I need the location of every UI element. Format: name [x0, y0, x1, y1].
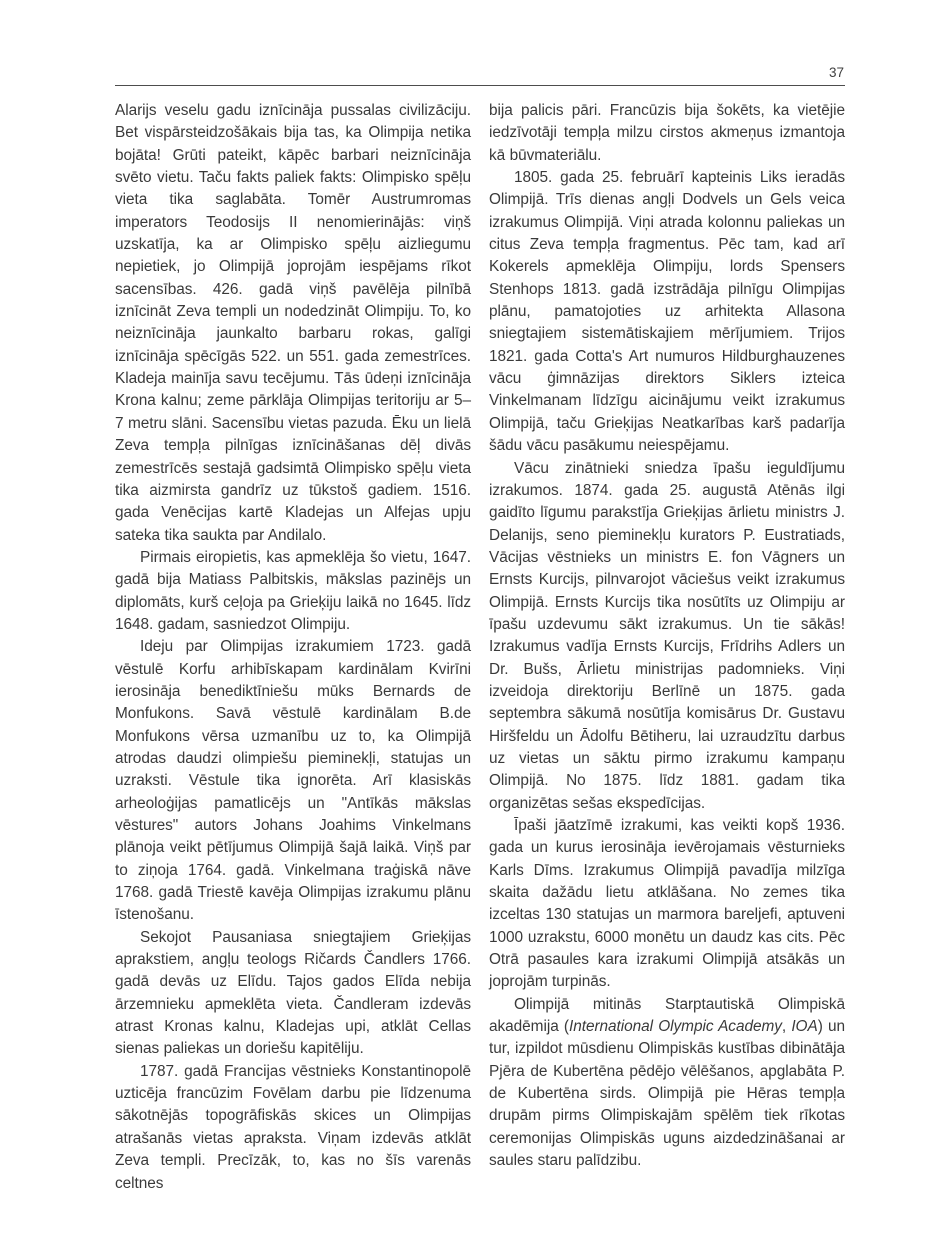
left-column [115, 100, 471, 1195]
paragraph: Vācu zinātnieki sniedza īpašu ieguldījumu izrakumos. 1874. gada 25. augustā Atēnās ilgi gaidīto līgumu parakstīja Grieķijas ārlietu ministrs J. Delanijs, seno pieminekļu kurators P. Eustratiads, Vācijas vēstnieks un ministrs E. fon Vāgners un Ernsts Kurcijs, pilnvarojot vāciešus veikt izrakumus Olimpijā. Ernsts Kurcijs tika nosūtīts uz Olimpiju ar īpašu uzdevumu sākt izrakumus. Un tie sākās! Izrakumus vadīja Ernsts Kurcijs, Frīdrihs Adlers un Dr. Bušs, Ārlietu ministrijas padomnieks. Viņi izveidoja direktoriju Berlīnē un 1875. gada septembra sākumā nosūtīja komisārus Dr. Gustavu Hiršfeldu un Ādolfu Bētiheru, lai uzraudzītu darbus uz vietas un sāktu pirmo izrakumu kampaņu Olimpijā. No 1875. līdz 1881. gadam tika organizētas sešas ekspedīcijas. [489, 459, 845, 812]
paragraph: Sekojot Pausaniasa sniegtajiem Grieķijas aprakstiem, angļu teologs Ričards Čandlers 1766. gadā devās uz Elīdu. Tajos gados Elīda nebija ārzemnieku apmeklēta vieta. Čandleram izdevās atrast Kronas kalnu, Kladejas upi, atklāt Cellas sienas paliekas un doriešu kapitēliju. [115, 928, 471, 1058]
paragraph: Ideju par Olimpijas izrakumiem 1723. gadā vēstulē Korfu arhibīskapam kardinālam Kvirīni ierosināja benediktīniešu mūks Bernards de Monfukons. Savā vēstulē kardinālam B.de Monfukons vērsa uzmanību uz to, ka Olimpijā atrodas daudzi olimpiešu pieminekļi, statujas un uzraksti. Vēstule tika ignorēta. Arī klasiskās arheoloģijas pamatlicējs un "Antīkās mākslas vēstures" autors Johans Joahims Vinkelmans plānoja veikt pētījumus Olimpijā šajā laikā. Viņš par to ziņoja 1764. gadā. Vinkelmana traģiskā nāve 1768. gadā Triestē kavēja Olimpijas izrakumu plānu īstenošanu. [115, 638, 471, 924]
page-number: 37 [828, 65, 844, 80]
paragraph: Alarijs veselu gadu iznīcināja pussalas civilizāciju. Bet vispārsteidzošākais bija tas, ka Olimpija netika bojāta! Grūti pateikt, kāpēc barbari neiznīcināja svēto vietu. Taču fakts paliek fakts: Olimpisko spēļu vieta tika saglabāta. Tomēr Austrumromas imperators Teodosijs II nenomierinājās: viņš uzskatīja, ka ar Olimpisko spēļu aizliegumu nepietiek, jo Olimpijā joprojām iespējams rīkot sacensības. 426. gadā viņš pavēlēja pilnībā iznīcināt Zeva templi un nodedzināt Olimpiju. To, ko neiznīcināja jaunkalto barbaru rokas, galīgi iznīcināja spēcīgās 522. un 551. gada zemestrīces. Kladeja mainīja savu tecējumu. Tās ūdeņi iznīcināja Krona kalnu; zeme pārklāja Olimpijas teritoriju ar 5–7 metru slāni. Sacensību vietas pazuda. Ēku un lielā Zeva tempļa pilnīgas iznīcināšanas dēļ divās zemestrīcēs sestajā gadsimtā Olimpisko spēļu vieta tika aizmirsta gandrīz uz tūkstoš gadiem. 1516. gada Venēcijas kartē Kladejas un Alfejas upju sateka tika saukta par Andilalo. [115, 102, 471, 544]
paragraph-text: , [781, 1018, 792, 1036]
paragraph-academy [489, 994, 845, 1173]
paragraph-text: ) un tur, izpildot mūsdienu Olimpiskās kustības dibinātāja Pjēra de Kubertēna pēdējo vēlēšanos, apglabāta P. de Kubertēna sirds. Olimpijā pie Hēras tempļa drupām pirms Olimpiskajām spēlēm tiek rīkotas ceremonijas Olimpiskās uguns aizdedzināšanai ar saules staru palīdzibu. [489, 1018, 845, 1170]
right-column [489, 100, 845, 1195]
paragraph: Īpaši jāatzīmē izrakumi, kas veikti kopš 1936. gada un kurus ierosināja ievērojamais vēsturnieks Karls Dīms. Izrakumus Olimpijā pavadīja milzīga skaita dažādu lietu atklāšana. No zemes tika izceltas 130 statujas un marmora bareljefi, aptuveni 1000 uzrakstu, 6000 monētu un daudz kas cits. Pēc Otrā pasaules kara izrakumi Olimpijā atsākās un joprojām turpinās. [489, 817, 845, 991]
page-content [115, 100, 845, 1195]
paragraph: 1787. gadā Francijas vēstnieks Konstantinopolē uzticēja francūzim Fovēlam darbu pie līdzenuma sākotnējās topogrāfiskās skices un Olimpijas atrašanās vietas apraksta. Viņam izdevās atklāt Zeva templi. Precīzāk, to, kas no šīs varenās celtnes [115, 1062, 471, 1192]
paragraph-text-italic: IOA [791, 1018, 818, 1036]
paragraph-text: Olimpijā mitinās Starptautiskā Olimpiskā akadēmija ( [489, 995, 845, 1036]
paragraph: Pirmais eiropietis, kas apmeklēja šo vietu, 1647. gadā bija Matiass Palbitskis, mākslas pazinējs un diplomāts, kurš ceļoja pa Grieķiju laikā no 1645. līdz 1648. gadam, sasniedzot Olimpiju. [115, 548, 471, 633]
page-header-rule [115, 64, 845, 86]
paragraph: 1805. gada 25. februārī kapteinis Liks ieradās Olimpijā. Trīs dienas angļi Dodvels un Gels veica izrakumus Olimpijā. Viņi atrada kolonnu paliekas un citus Zeva tempļa fragmentus. Pēc tam, kad arī Kokerels apmeklēja Olimpiju, lords Spensers Stenhops 1813. gadā izstrādāja pilnīgu Olimpijas plānu, pamatojoties uz arhitekta Allasona sniegtajiem sistemātiskajiem mērījumiem. Trijos 1821. gada Cotta's Art numuros Hildburghauzenes vācu ģimnāzijas direktors Siklers izteica Vinkelmanam līdzīgu aicinājumu veikt izrakumus Olimpijā, taču Grieķijas Neatkarības karš padarīja šādu vācu pasākumu neiespējamu. [489, 169, 845, 455]
paragraph-text-italic: International Olympic Academy [568, 1018, 782, 1036]
paragraph: bija palicis pāri. Francūzis bija šokēts, ka vietējie iedzīvotāji tempļa milzu cirstos akmeņus izmantoja kā būvmateriālu. [489, 102, 845, 164]
